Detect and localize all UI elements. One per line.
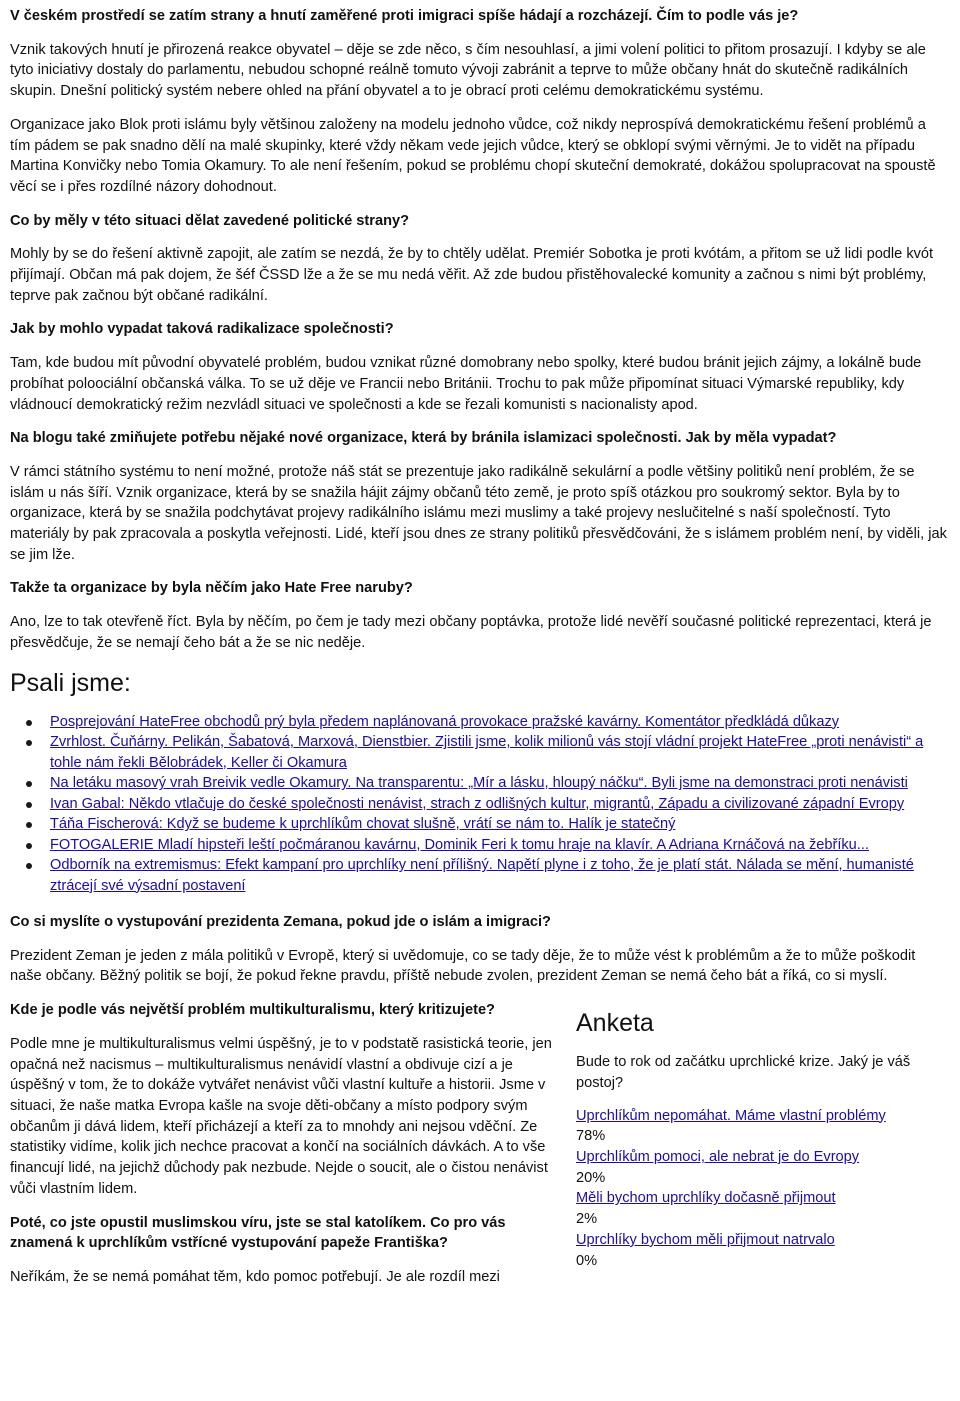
poll-option-percent: 0% <box>576 1252 598 1269</box>
related-articles-heading: Psali jsme: <box>10 668 131 697</box>
interview-question: Kde je podle vás největší problém multikulturalismu, který kritizujete? <box>10 1002 495 1019</box>
poll-option-link[interactable]: Měli bychom uprchlíky dočasně přijmout <box>576 1190 836 1207</box>
left-column <box>10 1000 558 1287</box>
answer-paragraph: Tam, kde budou mít původní obyvatelé problém, budou vznikat různé domobrany nebo spolky, které budou bránit jejich zájmy, a lokálně bude probíhat poloociální občanská válka. To se už děje ve Francii nebo Británii. Trochu to pak může připomínat situaci Výmarské republiky, kdy vládnoucí demokratický režim nezvládl situaci ve společnosti a kde se řezali komunisti s nacionalisty apod. <box>10 355 922 413</box>
answer-paragraph: Podle mne je multikulturalismus velmi úspěšný, je to v podstatě rasistická teorie, jen opačná než nacismus – multikulturalismus nenávidí vlastní a obdivuje cizí a je úspěšný v tom, že to dokáže vytvářet nenávist vůči vlastní kultuře a historii. Jsme v situaci, že naše matka Evropa kašle na svoje děti-občany a místo podpory svým občanům ji dává lidem, kteří přicházejí a kteří za to mnohdy ani nejsou vděční. Ze statistiky vidíme, kolik jich nechce pracovat a končí na sociálních dávkách. A to vše financují lidé, na jejichž důchody pak nezbude. Nejde o soucit, ale o čistou nenávist vůči vlastním lidem. <box>10 1035 552 1197</box>
related-articles-list <box>10 712 950 897</box>
poll-option-link[interactable]: Uprchlíky bychom měli přijmout natrvalo <box>576 1231 835 1248</box>
answer-paragraph: Organizace jako Blok proti islámu byly většinou založeny na modelu jednoho vůdce, což nikdy neprospívá demokratickému řešení problémů a tím pádem se pak snadno dělí na malé skupinky, které vždy někam vede jejich vůdce, který se obklopí svými věrnými. Je to vidět na případu Martina Konvičky nebo Tomia Okamury. To ale není řešením, pokud se problému chopí skuteční demokraté, dokážou spolupracovat na spoustě věcí se i přes rozdílné názory dohodnout. <box>10 116 936 195</box>
poll-title: Anketa <box>576 1009 654 1038</box>
related-article-link[interactable]: FOTOGALERIE Mladí hipsteři leští počmáranou kavárnu, Dominik Feri k tomu hraje na klavír. A Adriana Krnáčová na žebříku... <box>50 836 869 853</box>
interview-question: Poté, co jste opustil muslimskou víru, jste se stal katolíkem. Co pro vás znamená k uprchlíkům vstřícné vystupování papeže Františka? <box>10 1214 506 1252</box>
poll-option-link[interactable]: Uprchlíkům nepomáhat. Máme vlastní problémy <box>576 1107 886 1124</box>
interview-question: Na blogu také zmiňujete potřebu nějaké nové organizace, která by bránila islamizaci společnosti. Jak by měla vypadat? <box>10 430 837 447</box>
interview-question: V českém prostředí se zatím strany a hnutí zaměřené proti imigraci spíše hádají a rozcházejí. Čím to podle vás je? <box>10 8 799 24</box>
related-article-item <box>50 814 950 835</box>
related-article-item <box>50 712 950 733</box>
poll-option-percent: 20% <box>576 1169 606 1186</box>
interview-question: Co by měly v této situaci dělat zavedené politické strany? <box>10 212 410 229</box>
related-article-item <box>50 835 950 856</box>
interview-question: Jak by mohlo vypadat taková radikalizace společnosti? <box>10 321 394 338</box>
related-article-link[interactable]: Táňa Fischerová: Když se budeme k uprchlíkům chovat slušně, vrátí se nám to. Halík je statečný <box>50 816 676 833</box>
poll-option-percent: 78% <box>576 1128 606 1145</box>
interview-question: Takže ta organizace by byla něčím jako Hate Free naruby? <box>10 580 413 597</box>
poll-question: Bude to rok od začátku uprchlické krize. Jaký je váš postoj? <box>576 1054 911 1091</box>
related-article-item <box>50 794 950 815</box>
poll-option-percent: 2% <box>576 1211 598 1228</box>
related-article-item <box>50 773 950 794</box>
related-article-item <box>50 732 950 773</box>
poll-option-link[interactable]: Uprchlíkům pomoci, ale nebrat je do Evropy <box>576 1149 860 1165</box>
answer-paragraph: Neříkám, že se nemá pomáhat těm, kdo pomoc potřebují. Je ale rozdíl mezi <box>10 1268 500 1285</box>
related-article-link[interactable]: Posprejování HateFree obchodů prý byla předem naplánovaná provokace pražské kavárny. Komentátor předkládá důkazy <box>50 713 840 730</box>
related-article-link[interactable]: Odborník na extremismus: Efekt kampaní pro uprchlíky není přílišný. Napětí plyne i z toho, že je platí stát. Nálada se mění, humanisté ztrácejí své výsadní postavení <box>50 857 914 894</box>
interview-question: Co si myslíte o vystupování prezidenta Zemana, pokud jde o islám a imigraci? <box>10 914 551 931</box>
poll-option <box>576 1230 956 1251</box>
poll-widget <box>576 1000 956 1271</box>
related-article-link[interactable]: Na letáku masový vrah Breivik vedle Okamury. Na transparentu: „Mír a lásku, hloupý náčku“. Byli jsme na demonstraci proti nenávisti <box>50 775 908 792</box>
poll-option <box>576 1188 956 1209</box>
poll-option <box>576 1106 956 1127</box>
answer-paragraph: Vznik takových hnutí je přirozená reakce obyvatel – děje se zde něco, s čím nesouhlasí, a jimi volení politici to přitom prosazují. I kdyby se ale tyto iniciativy dostaly do parlamentu, nebudou schopné reálně tomuto vývoji zabránit a teprve to může občany hnát do skutečně radikálních skupin. Dnešní politický systém nebere ohled na přání obyvatel a to je obrací proti celému demokratickému systému. <box>10 41 926 100</box>
answer-paragraph: V rámci státního systému to není možné, protože náš stát se prezentuje jako radikálně sekulární a podle většiny politiků není problém, že se islám u nás šíří. Vznik organizace, která by se snažila hájit zájmy občanů této země, je proto spíš otázkou pro soukromý sektor. Byla by to organizace, která by se snažila podchytávat projevy radikálního islámu mezi muslimy a také projevy neslučitelné s naší společností. Tyto materiály by pak zpracovala a poskytla veřejnosti. Lidé, kteří jsou dnes ze strany politiků přesvědčováni, že s islámem problém není, by viděli, jak se jim lže. <box>10 463 947 563</box>
answer-paragraph: Prezident Zeman je jeden z mála politiků v Evropě, který si uvědomuje, co se tady děje, že to může vést k problémům a že to může poškodit naše občany. Běžný politik se bojí, že pokud řekne pravdu, příště nebude zvolen, prezident Zeman se nemá čeho bát a říká, co si myslí. <box>10 947 916 985</box>
related-article-link[interactable]: Ivan Gabal: Někdo vtlačuje do české společnosti nenávist, strach z odlišných kultur, migrantů, Západu a civilizované západní Evropy <box>50 795 905 812</box>
related-article-item <box>50 855 950 896</box>
answer-paragraph: Ano, lze to tak otevřeně říct. Byla by něčím, po čem je tady mezi občany poptávka, protože lidé nevěří současné politické reprezentaci, která je přesvědčuje, že se nemají čeho bát a že se nic neděje. <box>10 614 932 651</box>
two-column-area <box>10 1000 950 1287</box>
related-article-link[interactable]: Zvrhlost. Čuňárny. Pelikán, Šabatová, Marxová, Dienstbier. Zjistili jsme, kolik milionů vás stojí vládní projekt HateFree „proti nenávisti“ a tohle nám řekli Bělobrádek, Keller či Okamura <box>50 734 924 771</box>
poll-option <box>576 1147 956 1168</box>
answer-paragraph: Mohly by se do řešení aktivně zapojit, ale zatím se nezdá, že by to chtěly udělat. Premiér Sobotka je proti kvótám, a přitom se už lidi podle kvót přijímají. Občan má pak dojem, že šéf ČSSD lže a že se mu nedá věřit. Až zde budou přistěhovalecké komunity a začnou s nimi být problémy, teprve pak začnou být občané radikální. <box>10 246 934 304</box>
